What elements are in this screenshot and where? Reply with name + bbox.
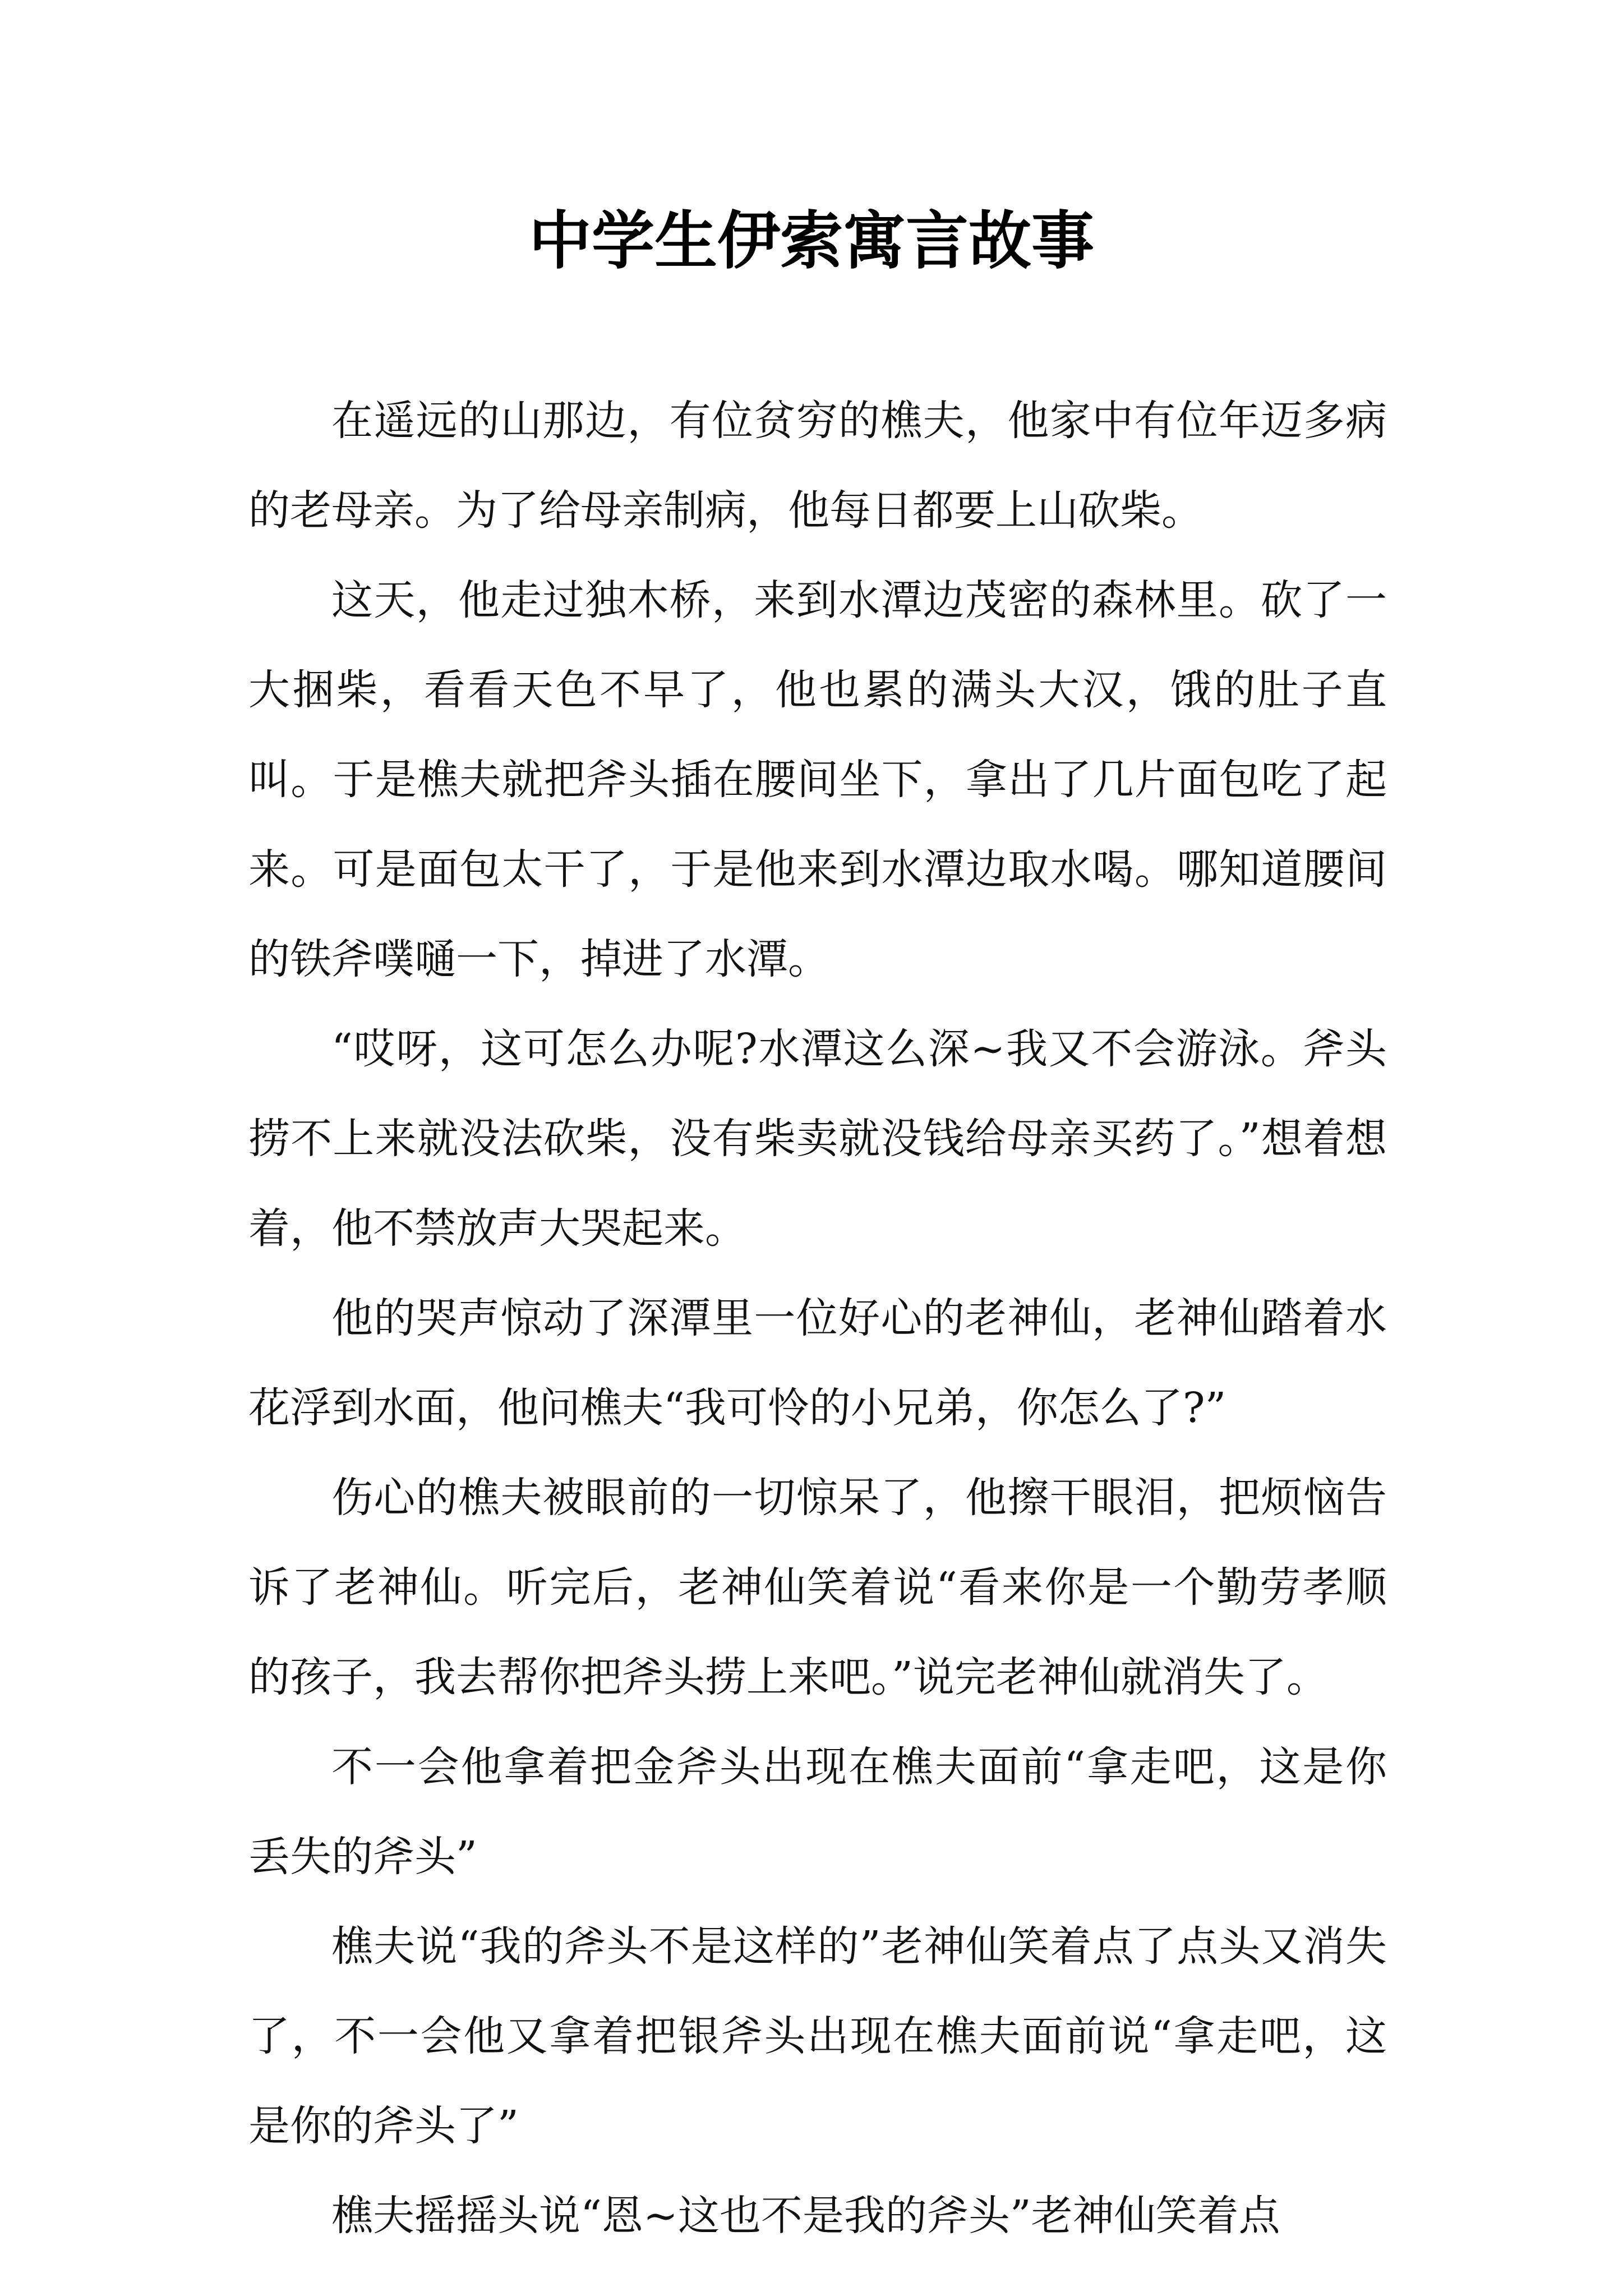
paragraph: 樵夫说“我的斧头不是这样的”老神仙笑着点了点头又消失了，不一会他又拿着把银斧头出现在樵夫面前说“拿走吧，这是你的斧头了” <box>248 1922 1387 2150</box>
paragraph: 不一会他拿着把金斧头出现在樵夫面前“拿走吧，这是你丢失的斧头” <box>248 1743 1387 1881</box>
document-title: 中学生伊索寓言故事 <box>529 204 1094 278</box>
document-body <box>248 376 1387 2261</box>
paragraph: “哎呀，这可怎么办呢?水潭这么深~我又不会游泳。斧头捞不上来就没法砍柴，没有柴卖就没钱给母亲买药了。”想着想着，他不禁放声大哭起来。 <box>248 1025 1387 1253</box>
paragraph: 在遥远的山那边，有位贫穷的樵夫，他家中有位年迈多病的老母亲。为了给母亲制病，他每日都要上山砍柴。 <box>248 397 1387 535</box>
paragraph: 伤心的樵夫被眼前的一切惊呆了，他擦干眼泪，把烦恼告诉了老神仙。听完后，老神仙笑着说“看来你是一个勤劳孝顺的孩子，我去帮你把斧头捞上来吧。”说完老神仙就消失了。 <box>248 1474 1387 1701</box>
paragraph: 这天，他走过独木桥，来到水潭边茂密的森林里。砍了一大捆柴，看看天色不早了，他也累的满头大汉，饿的肚子直叫。于是樵夫就把斧头插在腰间坐下，拿出了几片面包吃了起来。可是面包太干了，于是他来到水潭边取水喝。哪知道腰间的铁斧噗嗵一下，掉进了水潭。 <box>248 576 1387 983</box>
paragraph: 樵夫摇摇头说“恩~这也不是我的斧头”老神仙笑着点 <box>331 2192 1280 2240</box>
paragraph: 他的哭声惊动了深潭里一位好心的老神仙，老神仙踏着水花浮到水面，他问樵夫“我可怜的小兄弟，你怎么了?” <box>248 1294 1387 1432</box>
